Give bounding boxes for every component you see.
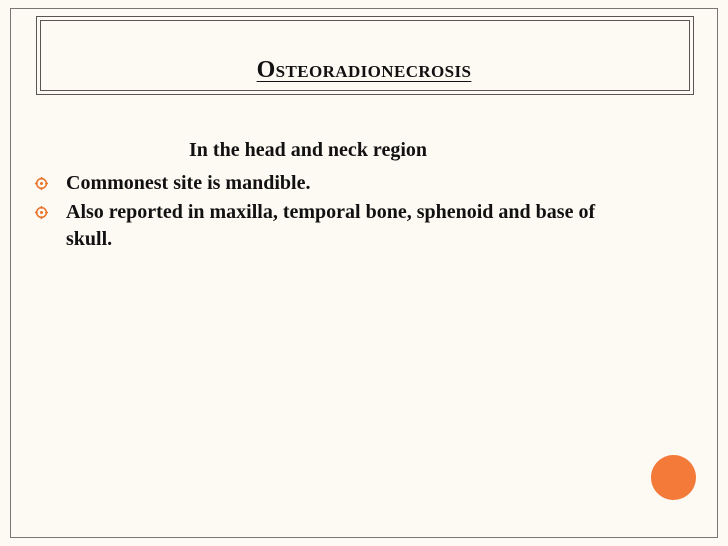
accent-circle [651, 455, 696, 500]
title-frame [36, 16, 694, 95]
slide-title: Osteoradionecrosis [256, 57, 472, 83]
bullet-text: Also reported in maxilla, temporal bone, sphenoid and base of skull. [66, 201, 596, 250]
bullet-text: Commonest site is mandible. [66, 172, 311, 194]
slide-subheading: In the head and neck region [189, 139, 428, 161]
flourish-bullet-icon [34, 205, 49, 220]
bullet-list [30, 170, 610, 255]
bullet-item [30, 199, 610, 253]
bullet-item [30, 170, 610, 197]
flourish-bullet-icon [34, 176, 49, 191]
